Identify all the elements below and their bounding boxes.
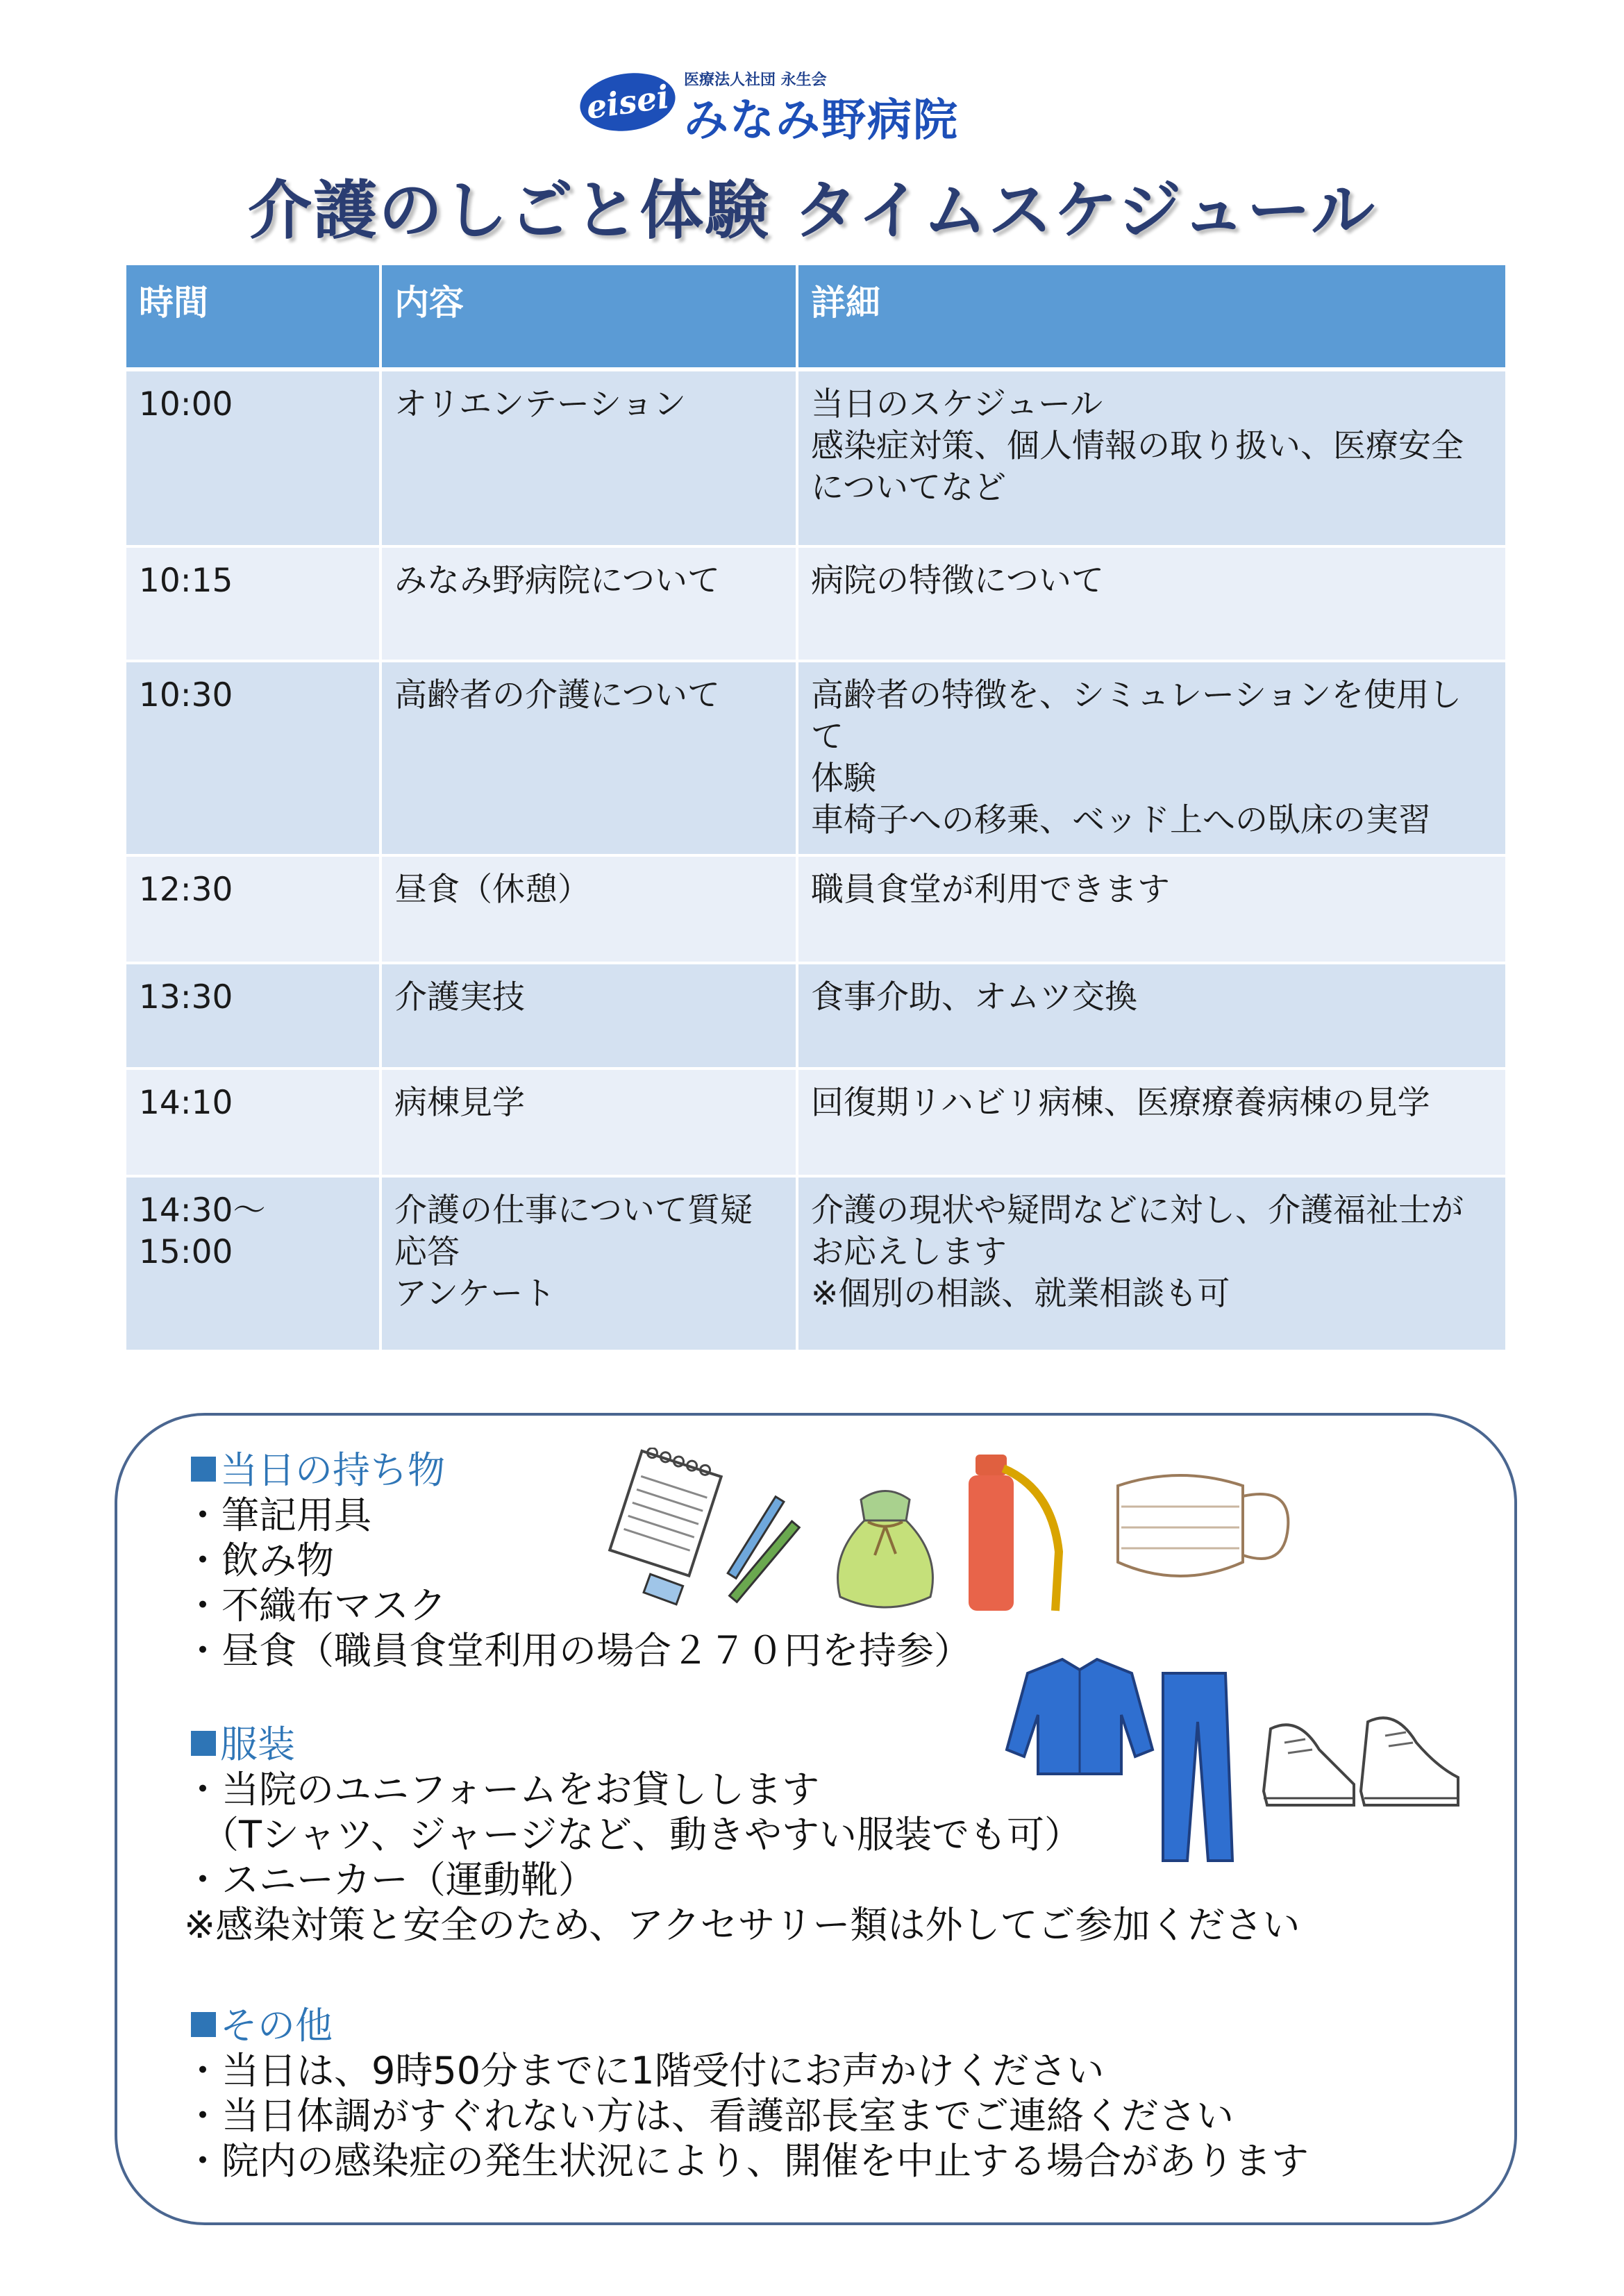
list-item: ・昼食（職員食堂利用の場合２７０円を持参） xyxy=(184,1629,971,1673)
page-title: 介護のしごと体験 タイムスケジュール xyxy=(248,174,1376,248)
drawstring-bag-icon xyxy=(826,1479,944,1618)
list-item: （Tシャツ、ジャージなど、動きやすい服装でも可） xyxy=(201,1813,1082,1857)
detail-cell-line: 感染症対策、個人情報の取り扱い、医療安全 xyxy=(811,427,1464,465)
time-cell-line: 10:15 xyxy=(139,562,233,600)
time-cell-line: 12:30 xyxy=(139,871,233,909)
content-cell-line: 介護実技 xyxy=(394,978,525,1016)
detail-cell-line: 食事介助、オムツ交換 xyxy=(811,978,1137,1016)
list-item: ※感染対策と安全のため、アクセサリー類は外してご参加ください xyxy=(184,1903,1300,1947)
detail-cell xyxy=(797,546,1505,661)
section-title-other: その他 xyxy=(191,1996,333,2050)
table-row xyxy=(126,1069,1505,1176)
table-row xyxy=(126,369,1505,546)
content-cell xyxy=(380,369,797,546)
time-cell xyxy=(126,963,380,1069)
eisei-logo-mark: eisei xyxy=(576,67,679,137)
header-detail: 詳細 xyxy=(797,265,1505,369)
table-header-row xyxy=(126,265,1505,369)
time-cell-line: 13:30 xyxy=(139,978,233,1016)
content-cell-line: 病棟見学 xyxy=(394,1084,525,1122)
time-cell xyxy=(126,369,380,546)
time-cell-line: 14:30～ xyxy=(139,1191,266,1230)
detail-cell-line: についてなど xyxy=(811,469,1007,507)
square-bullet-icon xyxy=(191,2012,216,2037)
logo-hospital-name: みなみ野病院 xyxy=(684,95,959,146)
content-cell xyxy=(380,661,797,855)
detail-cell-line: 職員食堂が利用できます xyxy=(811,871,1170,909)
table-row xyxy=(126,855,1505,963)
schedule-table xyxy=(126,265,1505,1352)
content-cell xyxy=(380,855,797,963)
detail-cell-line: 病院の特徴について xyxy=(811,562,1105,600)
detail-cell-line: 回復期リハビリ病棟、医療療養病棟の見学 xyxy=(811,1084,1430,1122)
time-cell xyxy=(126,546,380,661)
detail-cell-line: 当日のスケジュール xyxy=(811,385,1103,424)
logo-corporation: 医療法人社団 永生会 xyxy=(684,72,827,89)
list-item: ・スニーカー（運動靴） xyxy=(184,1858,596,1902)
detail-cell-line: 体験 xyxy=(811,760,876,798)
list-item: ・筆記用具 xyxy=(184,1493,371,1537)
detail-cell xyxy=(797,963,1505,1069)
time-cell xyxy=(126,855,380,963)
detail-cell xyxy=(797,369,1505,546)
square-bullet-icon xyxy=(191,1731,216,1756)
content-cell xyxy=(380,963,797,1069)
header-content: 内容 xyxy=(380,265,797,369)
detail-cell-line: 高齢者の特徴を、シミュレーションを使用して xyxy=(811,676,1462,756)
table-row xyxy=(126,546,1505,661)
detail-cell xyxy=(797,1176,1505,1351)
table-row xyxy=(126,963,1505,1069)
time-cell xyxy=(126,661,380,855)
content-cell-line: 昼食（休憩） xyxy=(394,871,590,909)
time-cell-line: 10:00 xyxy=(139,385,233,424)
content-cell xyxy=(380,546,797,661)
detail-cell-line: ※個別の相談、就業相談も可 xyxy=(811,1275,1230,1313)
content-cell xyxy=(380,1069,797,1176)
list-item: ・当院のユニフォームをお貸しします xyxy=(184,1768,820,1811)
schedule-body xyxy=(126,369,1505,1351)
time-cell-line: 14:10 xyxy=(139,1084,233,1122)
water-bottle-icon xyxy=(955,1448,1073,1621)
time-cell xyxy=(126,1176,380,1351)
detail-cell-line: 介護の現状や疑問などに対し、介護福祉士が xyxy=(811,1191,1464,1230)
square-bullet-icon xyxy=(191,1457,216,1482)
content-cell-line: 介護の仕事について質疑 xyxy=(394,1191,753,1230)
content-cell-line: オリエンテーション xyxy=(394,385,687,424)
tracksuit-icon xyxy=(986,1645,1243,1875)
detail-cell xyxy=(797,1069,1505,1176)
sneakers-icon xyxy=(1257,1687,1465,1826)
content-cell-line: 応答 xyxy=(394,1233,460,1271)
list-item: ・不織布マスク xyxy=(184,1584,446,1627)
face-mask-icon xyxy=(1097,1458,1298,1597)
time-cell-line: 10:30 xyxy=(139,676,233,714)
detail-cell xyxy=(797,855,1505,963)
table-row xyxy=(126,661,1505,855)
list-item: ・当日体調がすぐれない方は、看護部長室までご連絡ください xyxy=(184,2094,1234,2138)
content-cell-line: 高齢者の介護について xyxy=(394,676,721,714)
content-cell xyxy=(380,1176,797,1351)
content-cell-line: みなみ野病院について xyxy=(394,562,721,600)
list-item: ・飲み物 xyxy=(184,1539,334,1582)
time-cell xyxy=(126,1069,380,1176)
detail-cell xyxy=(797,661,1505,855)
table-row xyxy=(126,1176,1505,1351)
section-title-clothing: 服装 xyxy=(191,1715,295,1768)
detail-cell-line: お応えします xyxy=(811,1233,1007,1271)
detail-cell-line: 車椅子への移乗、ベッド上への臥床の実習 xyxy=(811,801,1431,839)
list-item: ・当日は、9時50分までに1階受付にお声かけください xyxy=(184,2049,1105,2093)
list-item: ・院内の感染症の発生状況により、開催を中止する場合があります xyxy=(184,2139,1309,2183)
hospital-logo xyxy=(580,64,1052,146)
notepad-pens-icon xyxy=(604,1448,812,1614)
section-title-belongings: 当日の持ち物 xyxy=(191,1441,445,1494)
time-cell-line: 15:00 xyxy=(139,1233,233,1271)
content-cell-line: アンケート xyxy=(394,1275,556,1313)
header-time: 時間 xyxy=(126,265,380,369)
